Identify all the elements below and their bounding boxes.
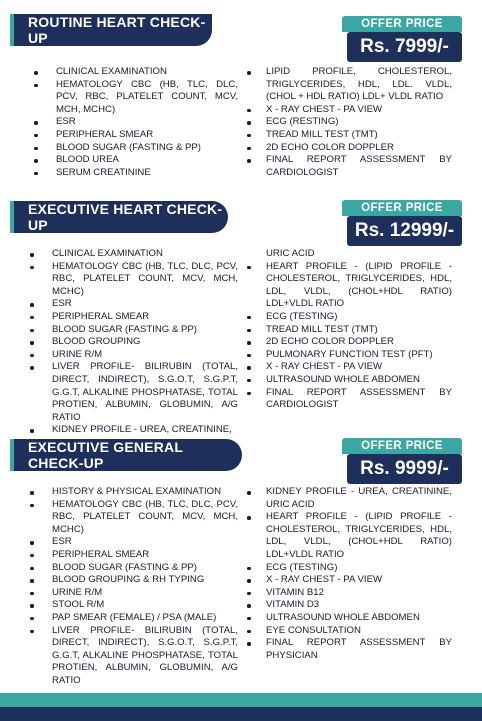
test-item: LIPID PROFILE, CHOLESTEROL, TRIGLYCERIDES, HDL, LDL. VLDL, (CHOL + HDL RATIO) LDL+ VLDL RATIO: [244, 66, 452, 104]
test-item: TREAD MILL TEST (TMT): [244, 129, 452, 142]
test-item: BLOOD GROUPING: [26, 336, 238, 349]
price-value: Rs. 9999/-: [347, 454, 462, 484]
offer-label: OFFER PRICE: [342, 200, 462, 216]
package-executive-general: [0, 436, 482, 691]
test-item: FINAL REPORT ASSESSMENT BY CARDIOLOGIST: [244, 154, 452, 179]
price-value: Rs. 7999/-: [347, 32, 462, 62]
test-item: HEMATOLOGY CBC (HB, TLC, DLC, PCV, RBC, PLATELET COUNT, MCV, MCH, MCHC): [26, 261, 238, 299]
test-item: KIDNEY PROFILE - UREA, CREATININE, URIC ACID: [244, 486, 452, 511]
test-item: HEART PROFILE - (LIPID PROFILE - CHOLESTEROL, TRIGLYCERIDES, HDL, LDL, VLDL, (CHOL+HDL RATIO) LDL+VLDL RATIO: [244, 511, 452, 561]
test-item: ECG (RESTING): [244, 116, 452, 129]
test-item: SERUM CREATININE: [30, 167, 238, 180]
test-item: STOOL R/M: [26, 599, 238, 612]
test-item: LIVER PROFILE- BILIRUBIN (TOTAL, DIRECT, INDIRECT), S.G.O.T, S.G.P.T, G.G.T, ALKALINE PHOSPHATASE, TOTAL PROTIEN, ALBUMIN, GLOBUMIN, A/G RATIO: [26, 625, 238, 688]
package-title: ROUTINE HEART CHECK-UP: [14, 14, 212, 46]
test-item: CLINICAL EXAMINATION: [26, 248, 238, 261]
test-item: ESR: [26, 298, 238, 311]
left-test-list: [30, 66, 238, 179]
left-test-list: [26, 486, 238, 688]
test-item: URINE R/M: [26, 587, 238, 600]
test-item: BLOOD GROUPING & RH TYPING: [26, 574, 238, 587]
package-executive-heart: [0, 198, 482, 436]
test-item: 2D ECHO COLOR DOPPLER: [244, 142, 452, 155]
test-item: EYE CONSULTATION: [244, 625, 452, 638]
left-test-list: [26, 248, 238, 437]
test-item: ESR: [26, 536, 238, 549]
test-item: ECG (TESTING): [244, 311, 452, 324]
test-item: ECG (TESTING): [244, 562, 452, 575]
test-item: HEMATOLOGY CBC (HB, TLC, DLC, PCV, RBC, PLATELET COUNT, MCV, MCH, MCHC): [26, 499, 238, 537]
test-item: BLOOD UREA: [30, 154, 238, 167]
price-value: Rs. 12999/-: [347, 216, 462, 246]
test-item: FINAL REPORT ASSESSMENT BY PHYSICIAN: [244, 637, 452, 662]
test-item: X - RAY CHEST - PA VIEW: [244, 574, 452, 587]
test-item: VITAMIN D3: [244, 599, 452, 612]
package-title: EXECUTIVE GENERAL CHECK-UP: [14, 439, 242, 471]
right-test-list: [244, 248, 452, 412]
right-test-list: [244, 66, 452, 179]
test-item: LIVER PROFILE- BILIRUBIN (TOTAL, DIRECT, INDIRECT), S.G.O.T, S.G.P.T, G.G.T, ALKALINE PHOSPHATASE, TOTAL PROTIEN, ALBUMIN, GLOBUMIN, A/G RATIO: [26, 361, 238, 424]
footer-stripe-teal: [0, 693, 482, 707]
offer-label: OFFER PRICE: [342, 438, 462, 454]
package-title: EXECUTIVE HEART CHECK-UP: [14, 201, 228, 233]
test-item: URINE R/M: [26, 349, 238, 362]
test-item: PERIPHERAL SMEAR: [26, 311, 238, 324]
test-item: HEMATOLOGY CBC (HB, TLC, DLC, PCV, RBC, PLATELET COUNT, MCV, MCH, MCHC): [30, 79, 238, 117]
footer-stripe-navy: [0, 707, 482, 721]
package-routine-heart: [0, 0, 482, 198]
test-item: ULTRASOUND WHOLE ABDOMEN: [244, 612, 452, 625]
test-item: 2D ECHO COLOR DOPPLER: [244, 336, 452, 349]
test-item: PULMONARY FUNCTION TEST (PFT): [244, 349, 452, 362]
test-item: PERIPHERAL SMEAR: [26, 549, 238, 562]
price-tag: [342, 16, 462, 64]
test-item: HEART PROFILE - (LIPID PROFILE - CHOLESTEROL, TRIGLYCERIDES, HDL, LDL, VLDL, (CHOL+HDL RATIO) LDL+VLDL RATIO: [244, 261, 452, 311]
test-item: FINAL REPORT ASSESSMENT BY CARDIOLOGIST: [244, 387, 452, 412]
price-tag: [342, 438, 462, 486]
test-item: BLOOD SUGAR (FASTING & PP): [26, 562, 238, 575]
test-item: ESR: [30, 116, 238, 129]
test-item: URIC ACID: [266, 248, 315, 259]
test-item: KIDNEY PROFILE - UREA, CREATININE,: [26, 424, 238, 437]
test-item: X - RAY CHEST - PA VIEW: [244, 361, 452, 374]
test-item: PERIPHERAL SMEAR: [30, 129, 238, 142]
test-item: VITAMIN B12: [244, 587, 452, 600]
test-item: TREAD MILL TEST (TMT): [244, 324, 452, 337]
test-item: PAP SMEAR (FEMALE) / PSA (MALE): [26, 612, 238, 625]
test-item: CLINICAL EXAMINATION: [30, 66, 238, 79]
test-item: BLOOD SUGAR (FASTING & PP): [26, 324, 238, 337]
test-item: ULTRASOUND WHOLE ABDOMEN: [244, 374, 452, 387]
offer-label: OFFER PRICE: [342, 16, 462, 32]
test-item: BLOOD SUGAR (FASTING & PP): [30, 142, 238, 155]
right-test-list: [244, 486, 452, 662]
price-tag: [342, 200, 462, 248]
test-item: HISTORY & PHYSICAL EXAMINATION: [26, 486, 238, 499]
test-item: X - RAY CHEST - PA VIEW: [244, 104, 452, 117]
